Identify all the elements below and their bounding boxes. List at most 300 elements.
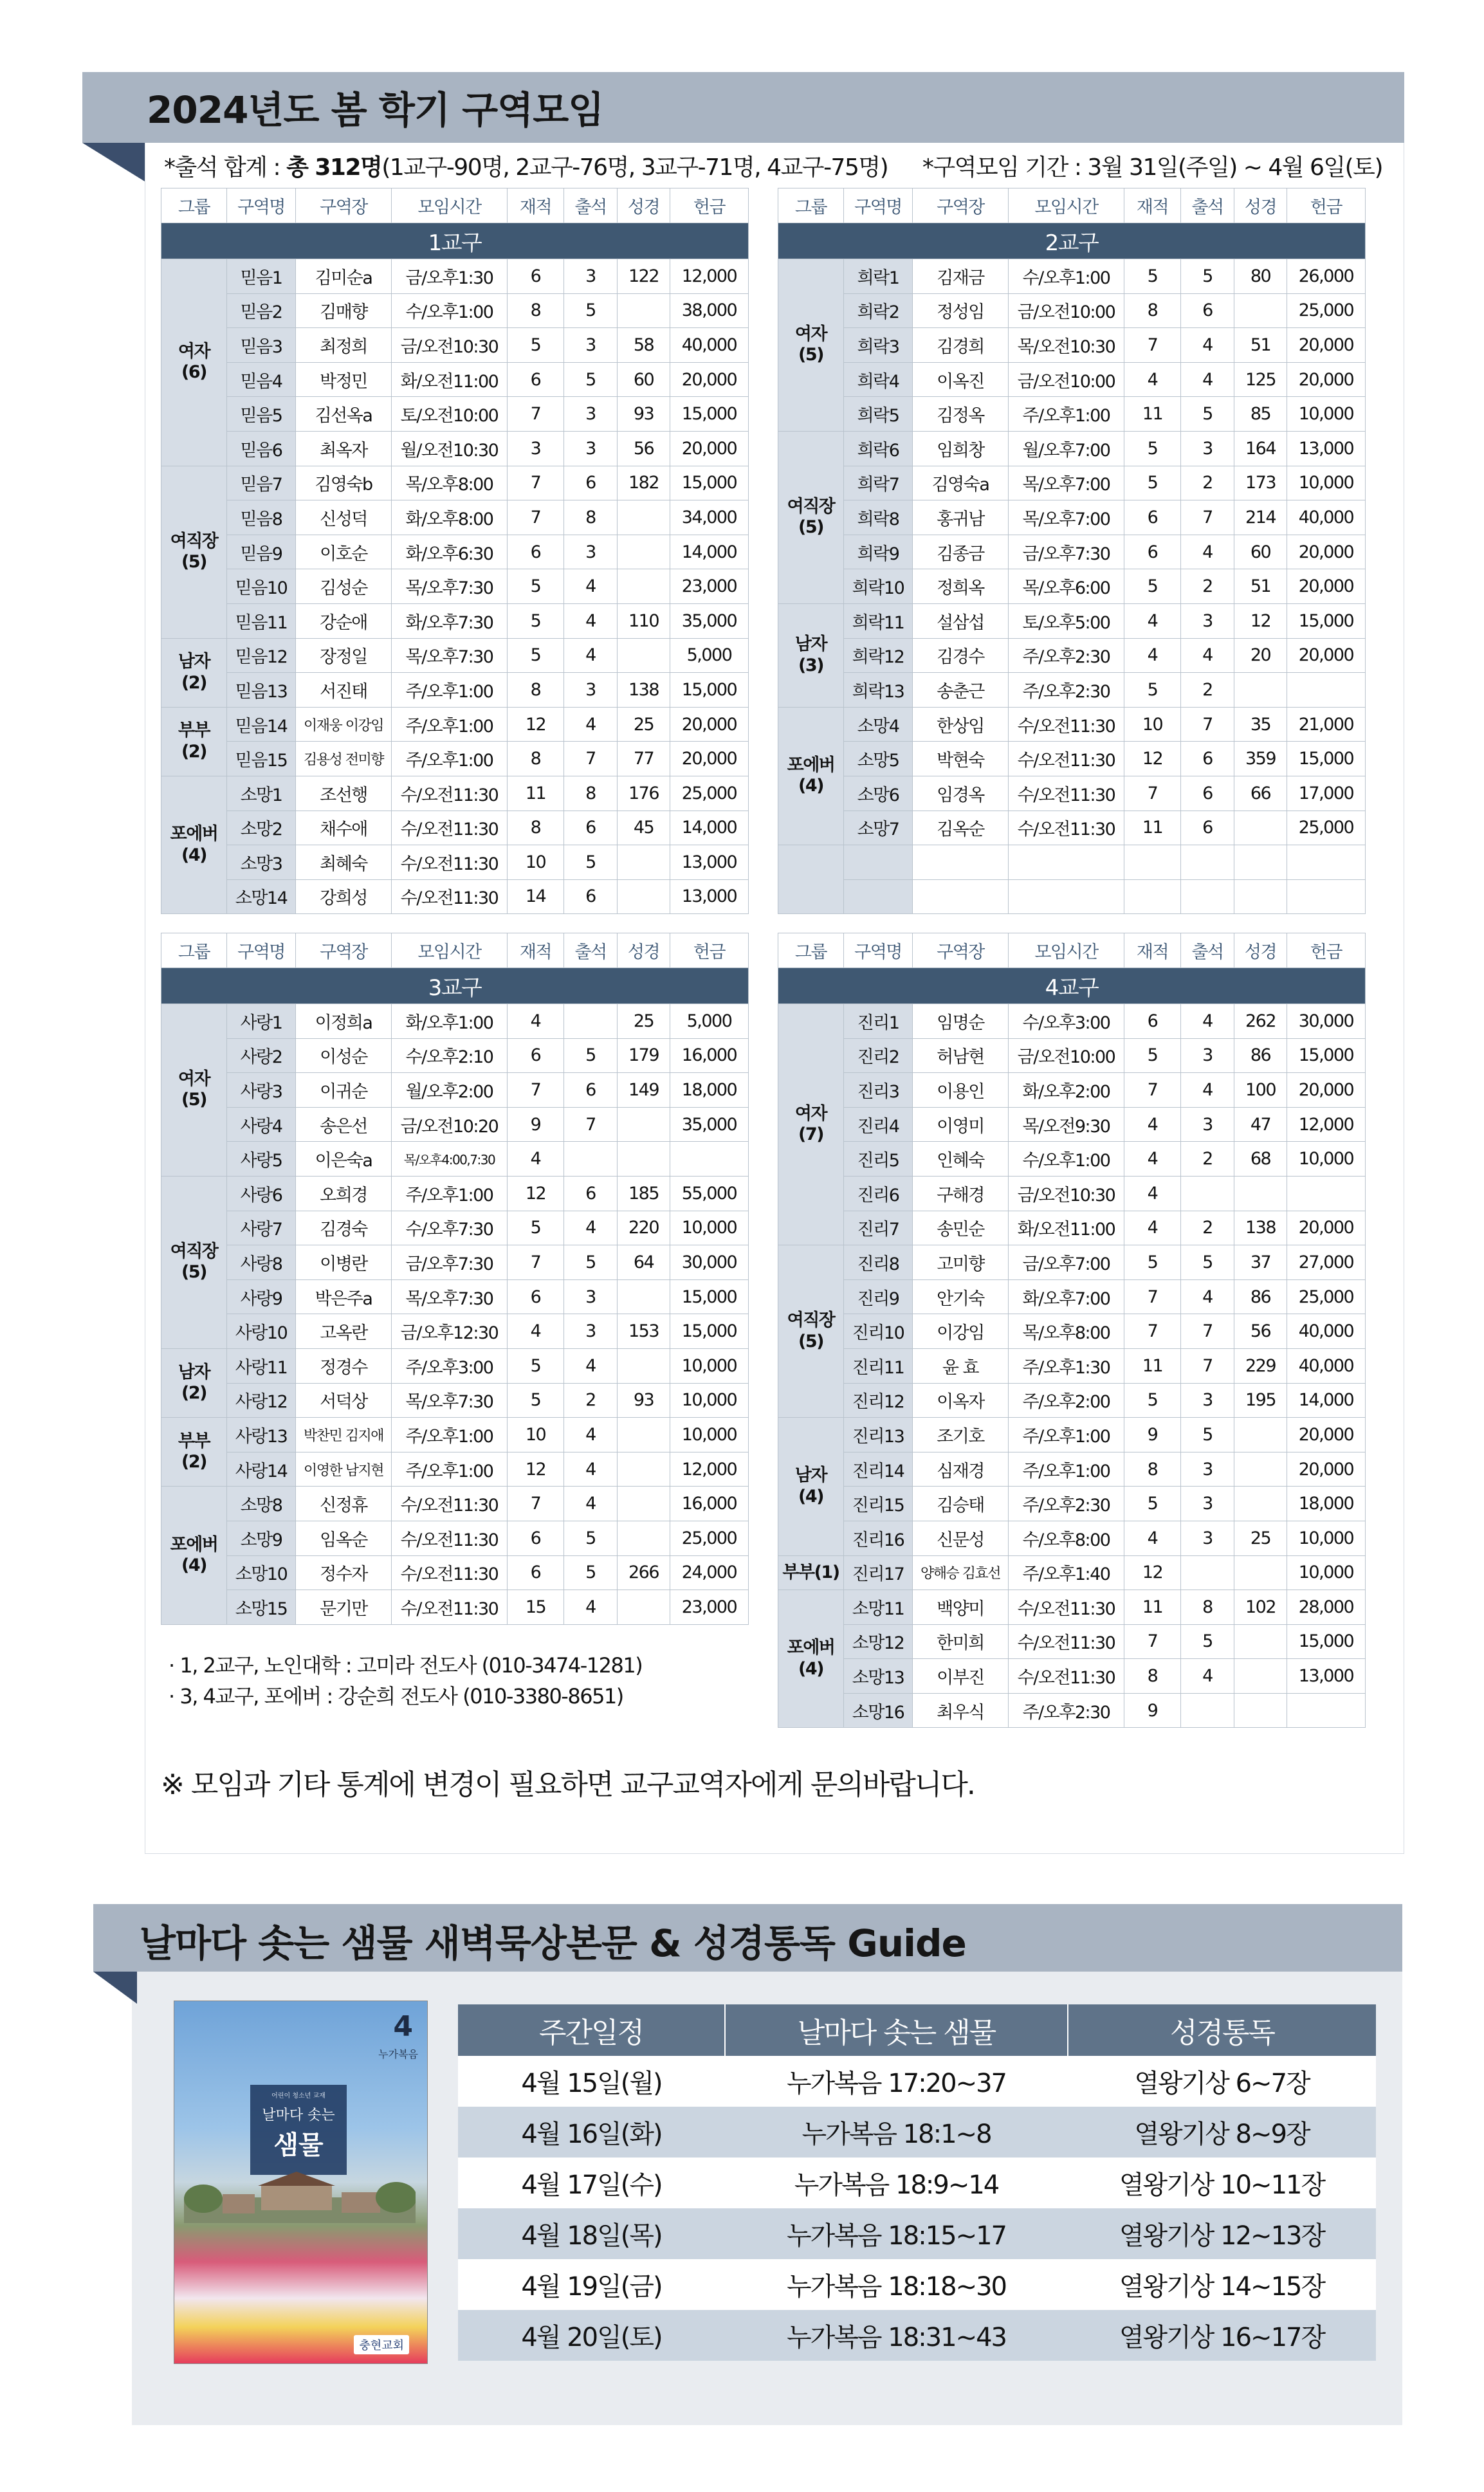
offering-amount: 5,000 xyxy=(670,638,749,673)
summary-label: *출석 합계 : xyxy=(164,154,287,181)
bible-count xyxy=(618,500,670,535)
parish-title: 2교구 xyxy=(778,223,1366,259)
bible-count xyxy=(618,1348,670,1383)
table-row xyxy=(778,431,1366,466)
offering-amount: 23,000 xyxy=(670,569,749,604)
leader-name: 신정휴 xyxy=(296,1487,392,1521)
meeting-time: 수/오전11:30 xyxy=(392,879,508,914)
leader-name: 안기숙 xyxy=(913,1279,1009,1314)
leader-name: 한미희 xyxy=(913,1624,1009,1659)
leader-name: 최우식 xyxy=(913,1693,1009,1728)
column-header: 모임시간 xyxy=(392,188,508,223)
enrolled-count: 5 xyxy=(1124,1487,1181,1521)
table-row xyxy=(161,1348,749,1383)
table-row xyxy=(778,811,1366,845)
district-name: 사랑13 xyxy=(227,1418,296,1452)
enrolled-count: 12 xyxy=(508,1452,564,1487)
bible-count: 12 xyxy=(1234,603,1287,638)
meeting-time: 주/오후3:00 xyxy=(392,1348,508,1383)
offering-amount: 15,000 xyxy=(670,1314,749,1349)
district-name: 진리16 xyxy=(844,1521,913,1555)
enrolled-count: 7 xyxy=(1124,1073,1181,1108)
district-name: 소망5 xyxy=(844,742,913,776)
bible-count: 58 xyxy=(618,328,670,363)
district-name: 진리14 xyxy=(844,1452,913,1487)
group-label: 여자 (5) xyxy=(778,259,844,432)
meeting-time: 수/오전11:30 xyxy=(392,1590,508,1625)
bible-count xyxy=(1234,845,1287,880)
table-row xyxy=(161,1452,749,1487)
guide-row xyxy=(458,2056,1376,2107)
district-name: 소망13 xyxy=(844,1659,913,1694)
bible-count: 179 xyxy=(618,1038,670,1073)
meeting-time: 주/오후2:00 xyxy=(1009,1383,1124,1418)
bible-count xyxy=(1234,1624,1287,1659)
leader-name: 조선행 xyxy=(296,776,392,811)
district-name: 사랑14 xyxy=(227,1452,296,1487)
enrolled-count: 3 xyxy=(508,431,564,466)
guide-date: 4월 15일(월) xyxy=(458,2056,725,2107)
offering-amount: 40,000 xyxy=(1287,1314,1366,1349)
table-row xyxy=(778,466,1366,500)
column-header: 성경 xyxy=(1234,188,1287,223)
enrolled-count: 12 xyxy=(508,707,564,742)
group-label: 포에버 (4) xyxy=(161,776,227,913)
table-row xyxy=(778,535,1366,569)
bible-count: 262 xyxy=(1234,1004,1287,1039)
contact-note-line: · 3, 4교구, 포에버 : 강순희 전도사 (010-3380-8651) xyxy=(169,1684,623,1709)
offering-amount: 25,000 xyxy=(1287,811,1366,845)
meeting-time: 금/오전10:20 xyxy=(392,1107,508,1142)
table-row xyxy=(778,1487,1366,1521)
attendance-count: 5 xyxy=(1181,1418,1234,1452)
leader-name: 김미순a xyxy=(296,259,392,294)
attendance-count: 2 xyxy=(1181,1142,1234,1177)
meeting-period: *구역모임 기간 : 3월 31일(주일) ~ 4월 6일(토) xyxy=(922,154,1382,181)
attendance-count: 8 xyxy=(1181,1590,1234,1625)
attendance-count: 3 xyxy=(1181,1521,1234,1555)
district-name: 진리5 xyxy=(844,1142,913,1177)
leader-name: 이용인 xyxy=(913,1073,1009,1108)
district-name: 소망11 xyxy=(844,1590,913,1625)
bible-count: 153 xyxy=(618,1314,670,1349)
enrolled-count: 4 xyxy=(1124,362,1181,397)
enrolled-count xyxy=(1124,845,1181,880)
offering-amount: 20,000 xyxy=(1287,328,1366,363)
district-name: 희락13 xyxy=(844,673,913,708)
offering-amount: 15,000 xyxy=(1287,1624,1366,1659)
district-name: 사랑10 xyxy=(227,1314,296,1349)
attendance-count: 6 xyxy=(1181,293,1234,328)
enrolled-count: 7 xyxy=(1124,328,1181,363)
offering-amount: 40,000 xyxy=(670,328,749,363)
district-name: 소망7 xyxy=(844,811,913,845)
leader-name: 백양미 xyxy=(913,1590,1009,1625)
offering-amount: 15,000 xyxy=(670,466,749,500)
meeting-time: 목/오후4:00,7:30 xyxy=(392,1142,508,1177)
district-name: 희락6 xyxy=(844,431,913,466)
offering-amount: 25,000 xyxy=(1287,1279,1366,1314)
table-row xyxy=(778,569,1366,604)
table-row xyxy=(161,1279,749,1314)
attendance-count: 3 xyxy=(564,328,618,363)
leader-name: 이병란 xyxy=(296,1245,392,1280)
bible-count xyxy=(618,1279,670,1314)
bible-count: 102 xyxy=(1234,1590,1287,1625)
attendance-count: 2 xyxy=(1181,1211,1234,1245)
meeting-time xyxy=(1009,845,1124,880)
bible-count xyxy=(618,1418,670,1452)
guide-col-header: 성경통독 xyxy=(1068,2004,1376,2056)
meeting-time: 수/오전11:30 xyxy=(1009,707,1124,742)
bible-count: 60 xyxy=(1234,535,1287,569)
meeting-time: 수/오전11:30 xyxy=(1009,742,1124,776)
offering-amount: 25,000 xyxy=(1287,293,1366,328)
enrolled-count: 7 xyxy=(508,466,564,500)
enrolled-count: 7 xyxy=(508,1487,564,1521)
group-label: 여자 (5) xyxy=(161,1004,227,1177)
district-name: 믿음6 xyxy=(227,431,296,466)
roster-header-band xyxy=(82,72,1404,143)
district-name: 희락12 xyxy=(844,638,913,673)
enrolled-count: 6 xyxy=(1124,1004,1181,1039)
district-name: 소망8 xyxy=(227,1487,296,1521)
bible-count: 64 xyxy=(618,1245,670,1280)
table-row xyxy=(778,1038,1366,1073)
bible-count xyxy=(1234,673,1287,708)
column-header: 그룹 xyxy=(161,933,227,968)
bible-count xyxy=(618,1590,670,1625)
enrolled-count: 7 xyxy=(1124,1279,1181,1314)
roster-table xyxy=(161,933,749,1625)
offering-amount: 10,000 xyxy=(1287,1555,1366,1590)
group-label: 포에버 (4) xyxy=(778,707,844,845)
district-name: 믿음9 xyxy=(227,535,296,569)
contact-note-line: · 1, 2교구, 노인대학 : 고미라 전도사 (010-3474-1281) xyxy=(169,1653,643,1678)
leader-name: 김선옥a xyxy=(296,397,392,432)
attendance-count: 2 xyxy=(1181,569,1234,604)
column-header: 헌금 xyxy=(1287,188,1366,223)
leader-name: 설삼섭 xyxy=(913,603,1009,638)
leader-name: 정희옥 xyxy=(913,569,1009,604)
enrolled-count: 10 xyxy=(1124,707,1181,742)
meeting-time: 주/오후2:30 xyxy=(1009,1487,1124,1521)
attendance-count: 2 xyxy=(564,1383,618,1418)
leader-name: 이재웅 이강임 xyxy=(296,707,392,742)
district-name: 소망4 xyxy=(844,707,913,742)
enrolled-count: 4 xyxy=(1124,1176,1181,1211)
enrolled-count: 8 xyxy=(1124,1452,1181,1487)
district-name: 소망1 xyxy=(227,776,296,811)
bible-count: 37 xyxy=(1234,1245,1287,1280)
column-header: 성경 xyxy=(618,933,670,968)
meeting-time: 금/오후7:30 xyxy=(392,1245,508,1280)
bible-count: 77 xyxy=(618,742,670,776)
district-name: 희락8 xyxy=(844,500,913,535)
attendance-count: 6 xyxy=(564,811,618,845)
enrolled-count: 7 xyxy=(508,1073,564,1108)
meeting-time: 수/오후3:00 xyxy=(1009,1004,1124,1039)
attendance-count: 4 xyxy=(564,1348,618,1383)
meeting-time: 수/오전11:30 xyxy=(392,811,508,845)
table-row xyxy=(161,293,749,328)
attendance-count: 5 xyxy=(564,362,618,397)
column-header: 구역명 xyxy=(227,933,296,968)
table-row xyxy=(778,776,1366,811)
bible-count xyxy=(618,879,670,914)
bible-count xyxy=(618,1487,670,1521)
attendance-summary xyxy=(164,149,888,182)
table-row xyxy=(778,638,1366,673)
group-label: 여직장 (5) xyxy=(161,466,227,638)
meeting-time: 목/오전10:30 xyxy=(1009,328,1124,363)
column-header: 헌금 xyxy=(670,188,749,223)
bible-count xyxy=(1234,1487,1287,1521)
enrolled-count xyxy=(1124,879,1181,914)
guide-row xyxy=(458,2310,1376,2361)
district-name: 진리6 xyxy=(844,1176,913,1211)
enrolled-count: 10 xyxy=(508,1418,564,1452)
district-name: 사랑6 xyxy=(227,1176,296,1211)
attendance-count: 3 xyxy=(564,259,618,294)
meeting-time: 수/오전11:30 xyxy=(392,1487,508,1521)
meeting-time: 월/오전10:30 xyxy=(392,431,508,466)
district-name: 믿음12 xyxy=(227,638,296,673)
leader-name: 박찬민 김지애 xyxy=(296,1418,392,1452)
bible-count xyxy=(618,638,670,673)
offering-amount: 20,000 xyxy=(670,742,749,776)
guide-devotional-passage: 누가복음 18:31~43 xyxy=(725,2310,1068,2361)
table-row xyxy=(161,811,749,845)
enrolled-count: 8 xyxy=(1124,293,1181,328)
attendance-count: 8 xyxy=(564,500,618,535)
bible-count: 138 xyxy=(1234,1211,1287,1245)
guide-bible-reading: 열왕기상 12~13장 xyxy=(1068,2208,1376,2259)
meeting-time: 화/오후6:30 xyxy=(392,535,508,569)
meeting-time: 수/오전11:30 xyxy=(392,776,508,811)
enrolled-count: 11 xyxy=(508,776,564,811)
meeting-time: 금/오후7:00 xyxy=(1009,1245,1124,1280)
bible-count: 185 xyxy=(618,1176,670,1211)
attendance-count: 4 xyxy=(564,638,618,673)
meeting-time: 주/오후1:00 xyxy=(392,673,508,708)
bible-count: 173 xyxy=(1234,466,1287,500)
column-header: 출석 xyxy=(564,933,618,968)
meeting-time: 수/오전11:30 xyxy=(1009,776,1124,811)
meeting-time: 금/오전10:00 xyxy=(1009,293,1124,328)
table-row xyxy=(161,328,749,363)
district-name: 희락3 xyxy=(844,328,913,363)
enrolled-count: 6 xyxy=(508,1038,564,1073)
leader-name: 이강임 xyxy=(913,1314,1009,1349)
attendance-count: 5 xyxy=(564,1521,618,1555)
offering-amount: 12,000 xyxy=(670,259,749,294)
meeting-time: 목/오후7:30 xyxy=(392,1279,508,1314)
bible-count: 25 xyxy=(618,1004,670,1039)
bible-count xyxy=(1234,1452,1287,1487)
offering-amount: 20,000 xyxy=(670,362,749,397)
table-row xyxy=(161,879,749,914)
meeting-time: 월/오후2:00 xyxy=(392,1073,508,1108)
offering-amount: 10,000 xyxy=(670,1348,749,1383)
attendance-count xyxy=(1181,1693,1234,1728)
attendance-count: 7 xyxy=(564,742,618,776)
attendance-count: 4 xyxy=(1181,328,1234,363)
district-name: 믿음1 xyxy=(227,259,296,294)
bible-count xyxy=(618,1142,670,1177)
offering-amount: 10,000 xyxy=(1287,397,1366,432)
attendance-count: 4 xyxy=(564,569,618,604)
table-row xyxy=(778,1555,1366,1590)
table-row xyxy=(161,431,749,466)
offering-amount: 35,000 xyxy=(670,1107,749,1142)
table-row xyxy=(161,466,749,500)
offering-amount xyxy=(1287,1176,1366,1211)
guide-devotional-passage: 누가복음 18:18~30 xyxy=(725,2259,1068,2310)
district-name: 믿음10 xyxy=(227,569,296,604)
table-row xyxy=(161,1590,749,1625)
offering-amount: 40,000 xyxy=(1287,500,1366,535)
enrolled-count: 10 xyxy=(508,845,564,880)
offering-amount: 34,000 xyxy=(670,500,749,535)
bible-count xyxy=(1234,811,1287,845)
leader-name: 김용성 전미향 xyxy=(296,742,392,776)
bible-count xyxy=(618,569,670,604)
table-row xyxy=(161,1521,749,1555)
table-row xyxy=(778,1383,1366,1418)
offering-amount: 13,000 xyxy=(670,879,749,914)
attendance-count: 4 xyxy=(564,603,618,638)
group-label: 남자 (2) xyxy=(161,638,227,707)
meeting-time xyxy=(1009,879,1124,914)
district-name: 진리12 xyxy=(844,1383,913,1418)
offering-amount: 20,000 xyxy=(1287,1211,1366,1245)
roster-table xyxy=(778,188,1366,914)
meeting-time: 금/오후12:30 xyxy=(392,1314,508,1349)
attendance-count: 3 xyxy=(1181,1107,1234,1142)
offering-amount: 24,000 xyxy=(670,1555,749,1590)
reading-guide-table xyxy=(458,2004,1376,2361)
offering-amount: 10,000 xyxy=(1287,466,1366,500)
table-row xyxy=(161,1073,749,1108)
district-name: 사랑2 xyxy=(227,1038,296,1073)
leader-name: 김재금 xyxy=(913,259,1009,294)
group-label: 여자 (6) xyxy=(161,259,227,466)
table-row xyxy=(778,328,1366,363)
enrolled-count: 11 xyxy=(1124,397,1181,432)
district-name: 희락1 xyxy=(844,259,913,294)
enrolled-count: 5 xyxy=(1124,466,1181,500)
leader-name: 이성순 xyxy=(296,1038,392,1073)
table-row xyxy=(161,397,749,432)
district-name: 소망6 xyxy=(844,776,913,811)
offering-amount xyxy=(1287,673,1366,708)
meeting-time: 금/오전10:00 xyxy=(1009,362,1124,397)
district-name: 희락5 xyxy=(844,397,913,432)
bible-count xyxy=(1234,1418,1287,1452)
enrolled-count: 7 xyxy=(508,397,564,432)
table-row xyxy=(161,742,749,776)
bible-count: 220 xyxy=(618,1211,670,1245)
column-header: 모임시간 xyxy=(1009,188,1124,223)
offering-amount: 27,000 xyxy=(1287,1245,1366,1280)
meeting-time: 수/오전11:30 xyxy=(1009,1659,1124,1694)
meeting-time: 주/오후2:30 xyxy=(1009,1693,1124,1728)
enrolled-count: 5 xyxy=(508,1383,564,1418)
offering-amount: 13,000 xyxy=(1287,1659,1366,1694)
offering-amount: 20,000 xyxy=(1287,535,1366,569)
attendance-count: 4 xyxy=(1181,1659,1234,1694)
header-corner-decoration xyxy=(82,143,145,181)
table-row xyxy=(161,1487,749,1521)
table-row xyxy=(161,776,749,811)
enrolled-count: 5 xyxy=(1124,673,1181,708)
table-row xyxy=(778,1211,1366,1245)
bible-count xyxy=(1234,1176,1287,1211)
table-row xyxy=(161,1383,749,1418)
table-row xyxy=(161,1245,749,1280)
enrolled-count: 12 xyxy=(1124,1555,1181,1590)
enrolled-count: 15 xyxy=(508,1590,564,1625)
meeting-time: 화/오전11:00 xyxy=(1009,1211,1124,1245)
leader-name: 이정희a xyxy=(296,1004,392,1039)
attendance-count: 5 xyxy=(1181,1245,1234,1280)
leader-name: 임명순 xyxy=(913,1004,1009,1039)
devotional-book-cover xyxy=(174,2001,428,2364)
leader-name: 홍귀남 xyxy=(913,500,1009,535)
group-label: 부부 (2) xyxy=(161,1418,227,1487)
enrolled-count: 11 xyxy=(1124,811,1181,845)
leader-name: 김승태 xyxy=(913,1487,1009,1521)
attendance-count: 4 xyxy=(564,1418,618,1452)
group-label: 부부(1) xyxy=(778,1555,844,1590)
meeting-time: 수/오후1:00 xyxy=(392,293,508,328)
enrolled-count: 7 xyxy=(1124,1624,1181,1659)
guide-col-header: 주간일정 xyxy=(458,2004,725,2056)
district-name: 믿음2 xyxy=(227,293,296,328)
offering-amount: 15,000 xyxy=(670,397,749,432)
enrolled-count: 4 xyxy=(1124,1142,1181,1177)
cover-title-big: 샘물 xyxy=(273,2130,324,2160)
roster-table xyxy=(778,933,1366,1728)
column-header: 성경 xyxy=(1234,933,1287,968)
bible-count xyxy=(618,1107,670,1142)
district-name: 희락10 xyxy=(844,569,913,604)
column-header: 그룹 xyxy=(778,933,844,968)
offering-amount: 26,000 xyxy=(1287,259,1366,294)
bible-count: 51 xyxy=(1234,328,1287,363)
offering-amount: 14,000 xyxy=(1287,1383,1366,1418)
bible-count: 359 xyxy=(1234,742,1287,776)
leader-name: 문기만 xyxy=(296,1590,392,1625)
district-name: 소망9 xyxy=(227,1521,296,1555)
attendance-count: 4 xyxy=(564,1211,618,1245)
leader-name: 최정희 xyxy=(296,328,392,363)
guide-date: 4월 17일(수) xyxy=(458,2158,725,2208)
offering-amount: 28,000 xyxy=(1287,1590,1366,1625)
roster-table xyxy=(161,188,749,914)
bible-count: 93 xyxy=(618,397,670,432)
column-header: 성경 xyxy=(618,188,670,223)
enrolled-count: 5 xyxy=(1124,1245,1181,1280)
table-row xyxy=(778,707,1366,742)
enrolled-count: 5 xyxy=(508,569,564,604)
leader-name: 조기호 xyxy=(913,1418,1009,1452)
meeting-time: 주/오후1:00 xyxy=(392,1418,508,1452)
table-row xyxy=(778,1107,1366,1142)
attendance-count: 5 xyxy=(564,293,618,328)
leader-name: 인혜숙 xyxy=(913,1142,1009,1177)
